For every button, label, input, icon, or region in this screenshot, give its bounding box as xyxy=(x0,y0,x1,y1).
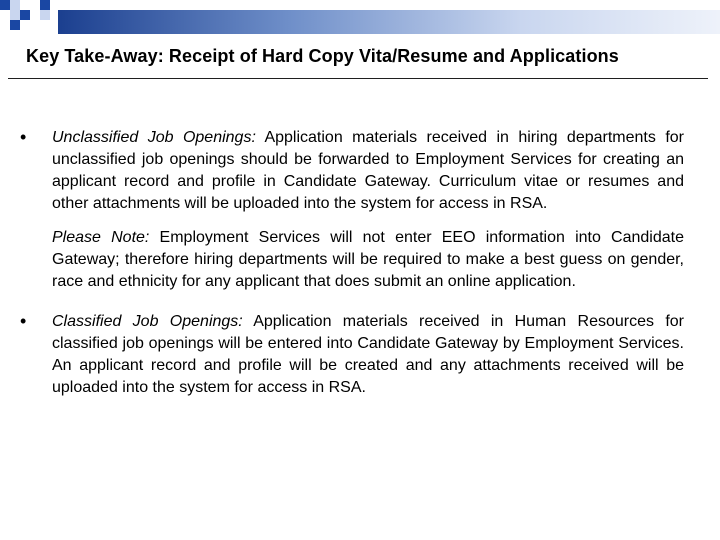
bullet-icon: • xyxy=(20,311,27,331)
bullet-unclassified xyxy=(20,127,684,215)
checker-square xyxy=(10,0,20,10)
bullet-lead: Unclassified Job Openings: xyxy=(52,129,256,146)
title-divider xyxy=(8,78,708,79)
slide-title: Key Take-Away: Receipt of Hard Copy Vita/Resume and Applications xyxy=(26,46,619,66)
bullet-text xyxy=(52,311,684,399)
checker-square xyxy=(20,10,30,20)
checker-square xyxy=(10,20,20,30)
slide-content xyxy=(20,127,684,399)
please-note xyxy=(20,227,684,293)
checker-decoration xyxy=(0,0,60,40)
bullet-body: Application materials received in hiring departments for unclassified job openings should be forwarded to Employment Services for creating an applicant record and profile in Candidate Gateway. Curriculum vitae or resumes and other attachments will be uploaded into the system for access in RSA. xyxy=(52,129,684,212)
checker-square xyxy=(40,10,50,20)
note-body: Employment Services will not enter EEO information into Candidate Gateway; therefore hiring departments will be required to make a best guess on gender, race and ethnicity for any applicant that does submit an online application. xyxy=(52,229,684,290)
bullet-body: Application materials received in Human Resources for classified job openings will be entered into Candidate Gateway by Employment Services. An applicant record and profile will be created and any attachments received will be uploaded into the system for access in RSA. xyxy=(52,313,684,396)
checker-square xyxy=(40,0,50,10)
title-gradient-bar xyxy=(58,10,720,34)
bullet-icon: • xyxy=(20,127,27,147)
note-lead: Please Note: xyxy=(52,229,150,246)
bullet-classified xyxy=(20,311,684,399)
checker-square xyxy=(10,10,20,20)
bullet-text xyxy=(52,127,684,215)
checker-square xyxy=(0,0,10,10)
bullet-lead: Classified Job Openings: xyxy=(52,313,243,330)
